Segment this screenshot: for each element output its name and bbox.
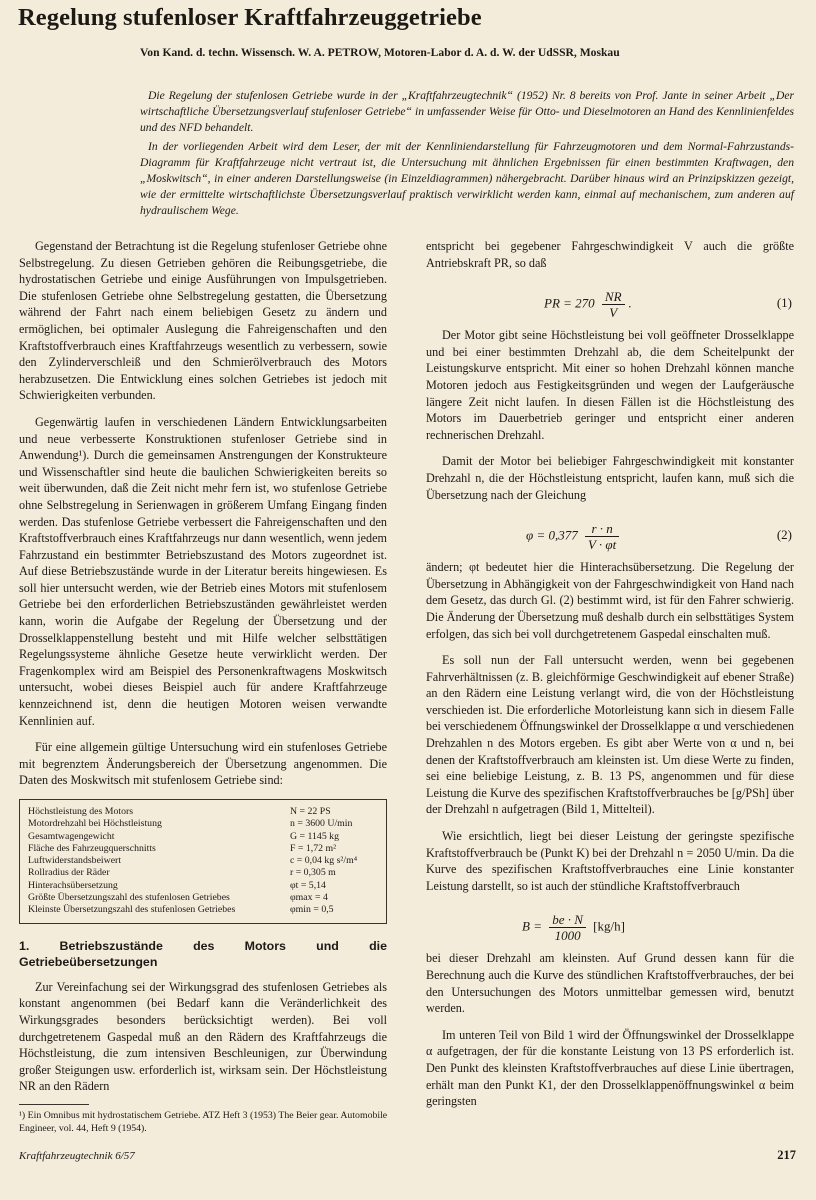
fraction-denominator: V xyxy=(602,304,625,320)
equation-2 xyxy=(426,513,794,559)
row-label: Motordrehzahl bei Höchstleistung xyxy=(28,818,162,830)
section-heading: 1. Betriebszustände des Motors und die Getriebeübersetzungen xyxy=(19,938,387,970)
table-row xyxy=(28,892,378,904)
body-paragraph: Der Motor gibt seine Höchstleistung bei voll geöffneter Drosselklappe und bei einer bestimmten Drehzahl ab, die dem Scheitelpunkt der Leistungskurve entspricht. Mit einer so hohen Drehzahl können manche Motoren jedoch aus Festigkeitsgründen und wegen der Laufgeräusche längere Zeit nicht laufen. In diesen Fällen ist die Höchstleistung des Motors im Dauerbetrieb geringer und entspricht einer anderen rechnerischen Drehzahl. xyxy=(426,328,794,442)
row-label: Kleinste Übersetzungszahl des stufenlosen Getriebes xyxy=(28,904,236,916)
body-paragraph: Es soll nun der Fall untersucht werden, wenn bei gegebenen Fahrverhältnissen (z. B. gleichförmige Geschwindigkeit auf ebener Straße) an den Rädern eine Leistung verlangt wird, die von der Höchstleistung verschieden ist. Die erforderliche Motorleistung kann sich in diesem Falle bei verschiedenem Öffnungswinkel der Drosselklappe α und verschiedenen Drehzahlen n des Motors ergeben. Es gibt aber Werte von α und n, bei denen der Kraftstoffverbrauch am kleinsten ist. Um diese Werte zu finden, sei eine beliebige Leistung, z. B. 13 PS, angenommen und für diese Leistung die Kurve des spezifischen Kraftstoffverbrauches be [g/PSh] über der Drehzahl n aufgetragen (Bild 1, Mittelteil). xyxy=(426,653,794,817)
abstract-paragraph: Die Regelung der stufenlosen Getriebe wurde in der „Kraftfahrzeugtechnik“ (1952) Nr. 8 bereits von Prof. Jante in seiner Arbeit „Der wirtschaftliche Übersetzungsverlauf stufenloser Getriebe“ in umfassender Weise für Otto- und Dieselmotoren an Hand des Kennlinienfeldes und des NFD behandelt. xyxy=(140,89,794,135)
table-row xyxy=(28,806,378,818)
body-paragraph: Gegenstand der Betrachtung ist die Regelung stufenloser Getriebe ohne Selbstregelung. Zu diesen Getrieben gehören die Reibungsgetriebe, die hydrostatischen Getriebe und einige Ausführungen von Impulsgetrieben. Die stufenlosen Getriebe ohne Selbstregelung gestatten, die Übersetzung während der Fahrt nach einem beliebigen Gesetz zu ändern und ermöglichen, bei optimaler Auslegung die Fahreigenschaften und den Kraftstoffverbrauch eines Kraftfahrzeugs wesentlich zu verbessern, sowie den Zylinderverschleiß und den Schmierölverbrauch des Motors herabzusetzen. Die Entwicklung eines solchen Getriebes ist jedoch mit Schwierigkeiten verbunden. xyxy=(19,239,387,403)
table-row xyxy=(28,843,378,855)
equation-body xyxy=(526,521,623,552)
fraction-numerator: r · n xyxy=(591,521,613,537)
table-row xyxy=(28,880,378,892)
abstract-paragraph: In der vorliegenden Arbeit wird dem Leser, der mit der Kennliniendarstellung für Fahrzeugmotoren und dem Normal-Fahrzustands-Diagramm für Kraftfahrzeuge nicht vertraut ist, die Untersuchung mit ähnlichen Ergebnissen für einen bestimmten Kraftwagen, den „Moskwitsch“, in einer anderen Darstellungsweise (in Einzeldiagrammen) nähergebracht. Darüber hinaus wird an Prinzipskizzen gezeigt, wie der ermittelte wirtschaftlichste Übersetzungsverlauf praktisch verwirklicht werden kann, einmal auf mechanischem, zum anderen auf hydraulischem Wege. xyxy=(140,139,794,218)
fraction-numerator: be · N xyxy=(552,912,583,928)
row-value: c = 0,04 kg s²/m⁴ xyxy=(290,855,358,867)
equation-3 xyxy=(426,904,794,950)
row-label: Luftwiderstandsbeiwert xyxy=(28,855,122,867)
row-value: r = 0,305 m xyxy=(290,867,336,879)
row-label: Höchstleistung des Motors xyxy=(28,806,134,817)
journal-footer: Kraftfahrzeugtechnik 6/57 xyxy=(19,1150,135,1162)
body-paragraph: Damit der Motor bei beliebiger Fahrgeschwindigkeit mit konstanter Drehzahl n, die der Höchstleistung entspricht, laufen kann, muß sich die Übersetzung nach der Gleichung xyxy=(426,454,794,502)
equation-1 xyxy=(426,281,794,327)
left-column xyxy=(19,238,387,1105)
body-paragraph: entspricht bei gegebener Fahrgeschwindigkeit V auch die größte Antriebskraft PR, so daß xyxy=(426,239,794,270)
equation-tail: . xyxy=(628,295,632,311)
body-paragraph: Zur Vereinfachung sei der Wirkungsgrad des stufenlosen Getriebes als konstant angenommen (bei Bedarf kann die Veränderlichkeit des Wirkungsgrades besonders berücksichtigt werden). Bei voll durchgetretenem Gaspedal muß an den Rädern des Kraftfahrzeugs die Höchstleistung, die zum intensiven Beschleunigen, zur Überwindung großer Steigungen usw. erforderlich ist, wirksam sein. Der Höchstleistung NR an den Rädern xyxy=(19,979,387,1094)
equation-fraction xyxy=(585,521,619,552)
fraction-denominator: 1000 xyxy=(549,927,586,943)
footnote-rule xyxy=(19,1104,89,1105)
equation-lhs: B = xyxy=(522,918,542,934)
equation-unit: [kg/h] xyxy=(593,918,625,934)
article-title: Regelung stufenloser Kraftfahrzeuggetriebe xyxy=(18,4,482,31)
author-byline: Von Kand. d. techn. Wissensch. W. A. PETROW, Motoren-Labor d. A. d. W. der UdSSR, Moskau xyxy=(140,46,620,59)
row-label: Größte Übersetzungszahl des stufenlosen Getriebes xyxy=(28,892,230,904)
equation-fraction xyxy=(549,912,586,943)
row-value: φt = 5,14 xyxy=(290,879,326,891)
body-paragraph: bei dieser Drehzahl am kleinsten. Auf Grund dessen kann für die Berechnung auch die Kurve des stündlichen Kraftstoffverbrauches, der bei den Untersuchungen des Motors unmittelbar gemessen wird, benutzt werden. xyxy=(426,951,794,1016)
row-label: Rollradius der Räder xyxy=(28,867,110,879)
equation-body xyxy=(522,912,625,943)
footnote-text: ¹) Ein Omnibus mit hydrostatischem Getriebe. ATZ Heft 3 (1953) The Beier gear. Automobile Engineer, vol. 44, Heft 9 (1954). xyxy=(19,1110,388,1134)
right-column xyxy=(426,238,794,1120)
row-value: N = 22 PS xyxy=(290,806,331,817)
page-number: 217 xyxy=(777,1148,796,1162)
row-label: Fläche des Fahrzeugquerschnitts xyxy=(28,842,156,854)
row-label: Hinterachsübersetzung xyxy=(28,879,118,891)
table-row xyxy=(28,904,378,916)
equation-body xyxy=(544,289,632,320)
table-row xyxy=(28,867,378,879)
row-value: G = 1145 kg xyxy=(290,830,339,842)
abstract xyxy=(140,88,794,222)
equation-number: (2) xyxy=(776,527,792,543)
body-paragraph: ändern; φt bedeutet hier die Hinterachsübersetzung. Die Regelung der Übersetzung in Abhängigkeit von der Fahrgeschwindigkeit von Hand nach dem Gesetz, das durch Gl. (2) bestimmt wird, ist für den Fahrer schwierig. Die Änderung der Übersetzung muß deshalb durch ein selbsttätiges System erfolgen, das sich bei voll durchgetretenem Gaspedal einschalten muß. xyxy=(426,560,794,641)
body-paragraph: Wie ersichtlich, liegt bei dieser Leistung der geringste spezifische Kraftstoffverbrauch be (Punkt K) bei der Drehzahl n = 2050 U/min. Da die Kurve des spezifischen Kraftstoffverbrauches eine Linie konstanter Leistung darstellt, so ist auch der stündliche Kraftstoffverbrauch xyxy=(426,829,794,893)
table-row xyxy=(28,855,378,867)
row-label: Gesamtwagengewicht xyxy=(28,830,115,842)
table-row xyxy=(28,818,378,830)
row-value: F = 1,72 m² xyxy=(290,842,337,854)
fraction-denominator: V · φt xyxy=(585,536,619,552)
table-row xyxy=(28,831,378,843)
row-value: φmax = 4 xyxy=(290,892,328,904)
row-value: φmin = 0,5 xyxy=(290,904,334,916)
fraction-numerator: NR xyxy=(604,289,622,305)
body-paragraph: Für eine allgemein gültige Untersuchung wird ein stufenloses Getriebe mit begrenztem Änderungsbereich der Übersetzung angenommen. Die Daten des Moskwitsch mit stufenlosem Getriebe sind: xyxy=(19,740,387,788)
equation-number: (1) xyxy=(776,295,792,311)
vehicle-data-table xyxy=(19,799,387,924)
equation-lhs: φ = 0,377 xyxy=(526,527,578,543)
footnote xyxy=(19,1104,389,1135)
body-paragraph: Gegenwärtig laufen in verschiedenen Ländern Entwicklungsarbeiten und neue verbesserte Konstruktionen stufenloser Getriebe sind in Anwendung¹). Durch die gemeinsamen Anstrengungen der Konstrukteure und Wissenschaftler sind heute die baulichen Schwierigkeiten bereits so weit überwunden, daß die Zeit nicht mehr fern ist, wo stufenlose Getriebe ohne Selbstregelung in Serienwagen in größerem Umfang Eingang finden werden. Das stufenlose Getriebe verbessert die Fahreigenschaften und den Kraftstoffverbrauch eines Kraftfahrzeugs nur dann wesentlich, wenn jedem Fahrzustand ein bestimmter Betriebszustand des Motors zugeordnet ist. Auf diese Betriebszustände wurde in der Literatur bereits hingewiesen. Es soll hier untersucht werden, wie der Betrieb eines Motors mit stufenlosem Getriebe bei den erforderlichen Betriebszuständen gewährleistet werden kann, worin die Aufgabe der Regelung der Übersetzung und der Drosselklappenstellung besteht und mit Hilfe welcher selbsttätigen Regelungssysteme ähnliche Gesetze heute verwirklicht werden. Der Fragenkomplex wird am Beispiel des Personenkraftwagens Moskwitsch untersucht, wobei dieses Beispiel auch für andere Kraftfahrzeuge kennzeichnend ist, denn die heutigen Motoren weisen verwandte Kennlinien auf. xyxy=(19,414,387,728)
row-value: n = 3600 U/min xyxy=(290,818,353,830)
equation-lhs: PR = 270 xyxy=(544,295,595,311)
body-paragraph: Im unteren Teil von Bild 1 wird der Öffnungswinkel der Drosselklappe α aufgetragen, der für die konstante Leistung von 13 PS erforderlich ist. Den Punkt des kleinsten Kraftstoffverbrauches auf diese Linie übertragen, erhält man den Punkt K1, der den Drosselklappenöffnungswinkel α beim geringsten xyxy=(426,1027,794,1109)
equation-fraction xyxy=(602,289,625,320)
